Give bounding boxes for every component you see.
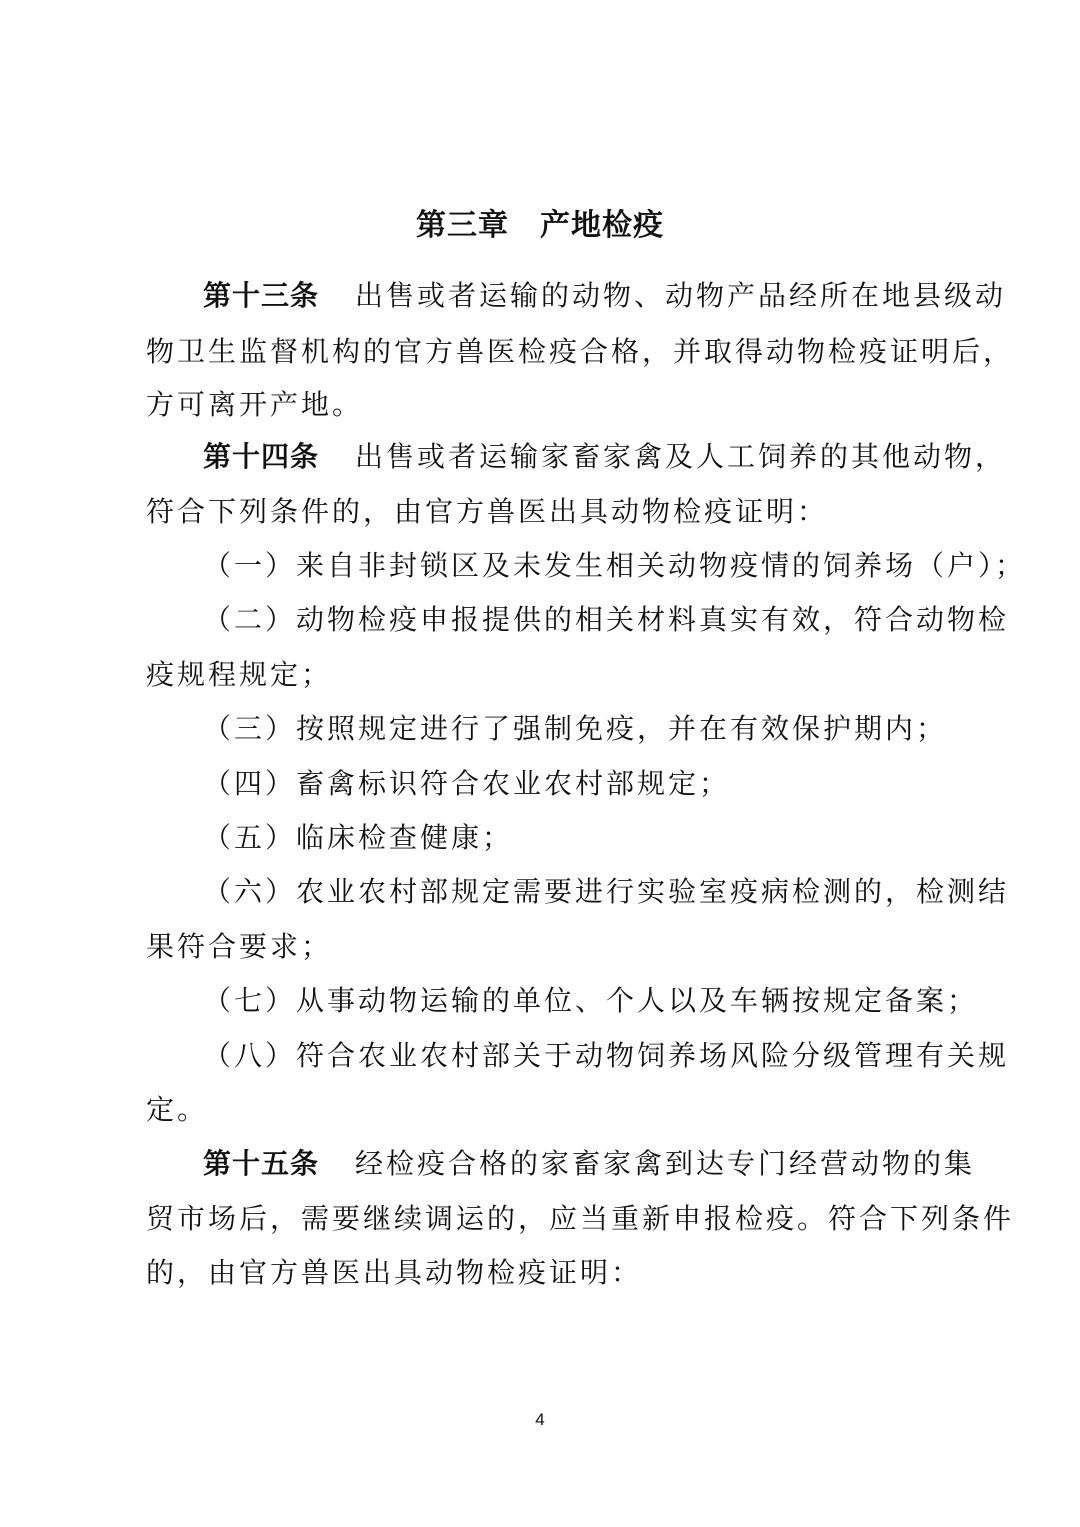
article-14-item-2-line-1: （二）动物检疫申报提供的相关材料真实有效，符合动物检 [203, 603, 1010, 636]
article-14-text-1: 出售或者运输家畜家禽及人工饲养的其他动物， [355, 440, 1007, 473]
article-13-text-1: 出售或者运输的动物、动物产品经所在地县级动 [355, 279, 1007, 312]
article-14-item-1: （一）来自非封锁区及未发生相关动物疫情的饲养场（户）； [203, 549, 1027, 582]
article-14-item-6-line-2: 果符合要求； [146, 930, 333, 963]
article-14-line-1 [203, 437, 1006, 477]
chapter-title: 第三章 产地检疫 [416, 208, 664, 243]
article-13-head: 第十三条 [203, 279, 320, 312]
article-15-line-2: 贸市场后，需要继续调运的，应当重新申报检疫。符合下列条件 [146, 1202, 1015, 1235]
page-number: 4 [535, 1410, 545, 1429]
article-14-item-2-line-2: 疫规程规定； [146, 658, 333, 691]
article-14-item-3: （三）按照规定进行了强制免疫，并在有效保护期内； [203, 712, 948, 745]
article-14-item-4: （四）畜禽标识符合农业农村部规定； [203, 767, 731, 800]
article-13-line-1 [203, 276, 1006, 316]
article-15-line-3: 的，由官方兽医出具动物检疫证明： [146, 1256, 643, 1289]
article-13-line-3: 方可离开产地。 [146, 388, 364, 421]
article-14-head: 第十四条 [203, 440, 320, 473]
article-14-item-7: （七）从事动物运输的单位、个人以及车辆按规定备案； [203, 984, 979, 1017]
article-14-item-8-line-1: （八）符合农业农村部关于动物饲养场风险分级管理有关规 [203, 1039, 1010, 1072]
article-13-line-2: 物卫生监督机构的官方兽医检疫合格，并取得动物检疫证明后， [146, 335, 1015, 368]
article-15-head: 第十五条 [203, 1147, 320, 1180]
article-15-text-1: 经检疫合格的家畜家禽到达专门经营动物的集 [355, 1147, 976, 1180]
article-15-line-1 [203, 1144, 975, 1184]
article-14-item-8-line-2: 定。 [146, 1093, 209, 1126]
article-14-item-6-line-1: （六）农业农村部规定需要进行实验室疫病检测的，检测结 [203, 875, 1010, 908]
article-14-item-5: （五）临床检查健康； [203, 821, 514, 854]
article-14-line-2: 符合下列条件的，由官方兽医出具动物检疫证明： [146, 495, 829, 528]
